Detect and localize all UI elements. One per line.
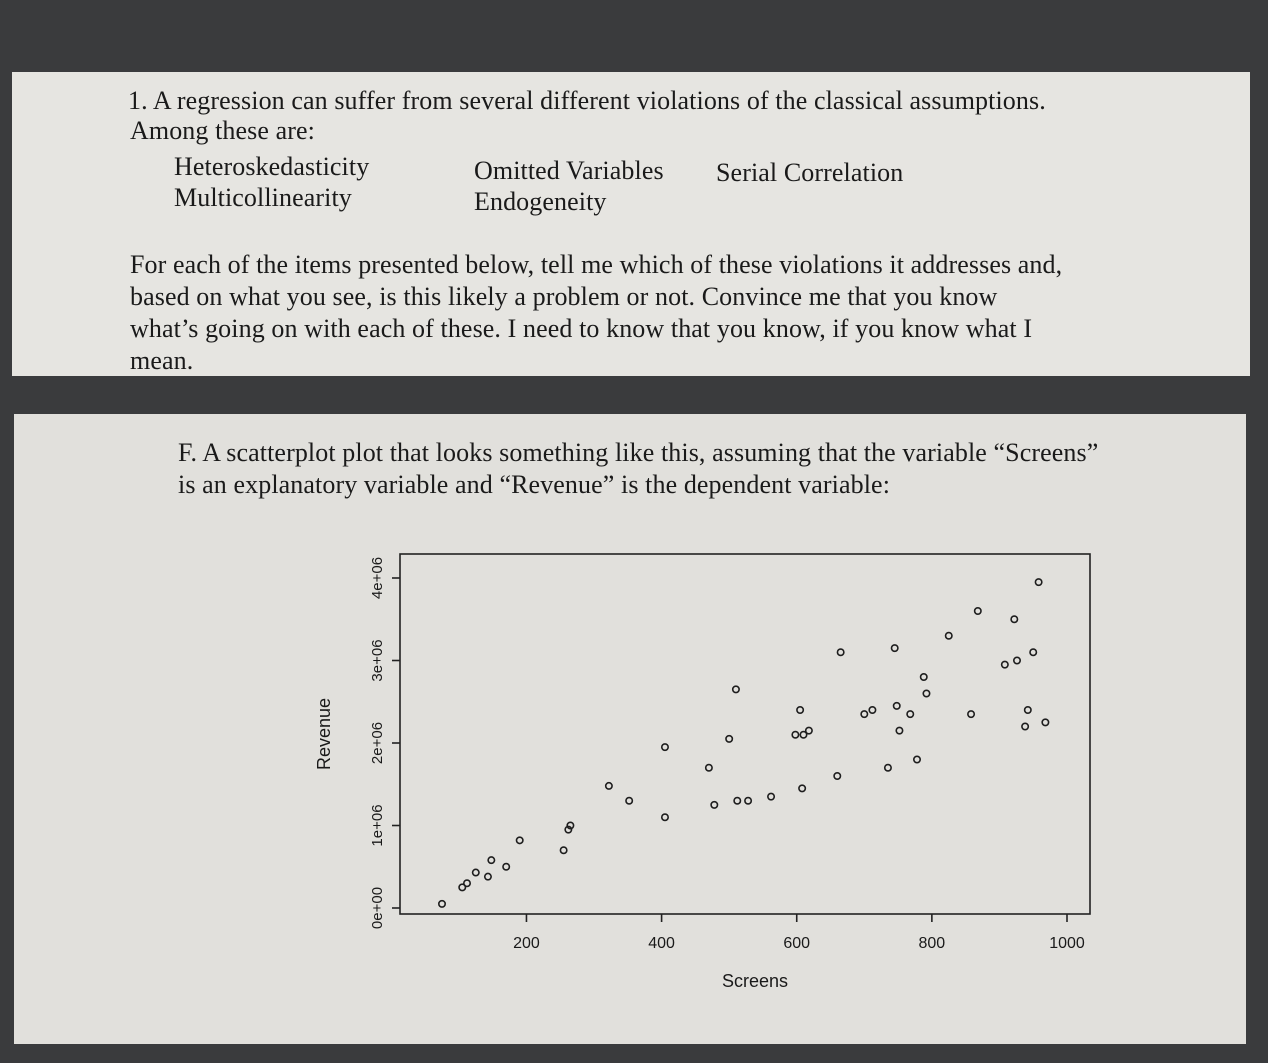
violation-serial-correlation: Serial Correlation — [716, 158, 904, 187]
data-point — [711, 802, 717, 808]
data-point — [892, 645, 898, 651]
data-point — [503, 864, 509, 870]
data-point — [894, 703, 900, 709]
instruction-line-1: For each of the items presented below, tell me which of these violations it addresses and, — [130, 250, 1063, 279]
data-point — [1030, 649, 1036, 655]
data-point — [733, 686, 739, 692]
data-point — [662, 814, 668, 820]
data-point — [726, 736, 732, 742]
data-point — [439, 901, 445, 907]
y-tick-label: 4e+06 — [369, 556, 386, 600]
data-point — [662, 744, 668, 750]
violation-multicollinearity: Multicollinearity — [174, 183, 352, 212]
data-point — [488, 857, 494, 863]
data-point — [914, 756, 920, 762]
x-tick-label: 400 — [648, 935, 675, 952]
question-intro-line-2: Among these are: — [130, 116, 315, 145]
data-point — [907, 711, 913, 717]
data-point — [485, 873, 491, 879]
data-point — [1014, 657, 1020, 663]
question-panel — [12, 72, 1250, 376]
data-point — [768, 793, 774, 799]
data-point — [1025, 707, 1031, 713]
violation-endogeneity: Endogeneity — [474, 187, 607, 216]
data-point — [464, 880, 470, 886]
data-point — [626, 798, 632, 804]
y-tick-label: 3e+06 — [369, 639, 386, 682]
data-point — [1042, 719, 1048, 725]
item-f-panel — [14, 414, 1246, 1044]
plot-frame — [400, 554, 1090, 914]
data-point — [885, 765, 891, 771]
data-point — [968, 711, 974, 717]
data-point — [869, 707, 875, 713]
instruction-line-3: what’s going on with each of these. I need to know that you know, if you know what I — [130, 314, 1033, 343]
data-point — [896, 727, 902, 733]
instruction-line-4: mean. — [130, 346, 194, 375]
data-point — [1002, 661, 1008, 667]
data-point — [923, 690, 929, 696]
scatter-plot — [14, 414, 1246, 1044]
data-point — [806, 727, 812, 733]
data-point — [706, 765, 712, 771]
y-axis-label: Revenue — [314, 697, 334, 771]
x-tick-label: 1000 — [1049, 935, 1085, 952]
x-tick-label: 600 — [783, 935, 811, 952]
data-point — [745, 798, 751, 804]
y-tick-label: 0e+00 — [369, 886, 386, 930]
data-point — [734, 798, 740, 804]
data-point — [1011, 616, 1017, 622]
data-point — [517, 837, 523, 843]
data-point — [946, 633, 952, 639]
data-point — [975, 608, 981, 614]
data-point — [797, 707, 803, 713]
violation-heteroskedasticity: Heteroskedasticity — [174, 152, 370, 181]
data-point — [921, 674, 927, 680]
item-f-line-2: is an explanatory variable and “Revenue” is the dependent variable: — [178, 470, 891, 499]
data-point — [1022, 723, 1028, 729]
data-point — [1035, 579, 1041, 585]
data-point — [799, 785, 805, 791]
x-tick-label: 200 — [513, 935, 540, 952]
data-point — [473, 869, 479, 875]
question-intro-line-1: 1. A regression can suffer from several different violations of the classical assumptions. — [128, 86, 1046, 115]
y-tick-label: 1e+06 — [369, 804, 386, 847]
data-point — [837, 649, 843, 655]
x-axis-label: Screens — [721, 971, 789, 991]
violation-omitted-variables: Omitted Variables — [474, 156, 664, 185]
x-tick-label: 800 — [918, 935, 946, 952]
data-point — [834, 773, 840, 779]
item-f-line-1: F. A scatterplot plot that looks something like this, assuming that the variable “Screens” — [178, 438, 1099, 467]
data-point — [560, 847, 566, 853]
data-point — [861, 711, 867, 717]
instruction-line-2: based on what you see, is this likely a problem or not. Convince me that you know — [130, 282, 998, 311]
data-point — [606, 783, 612, 789]
data-point — [792, 732, 798, 738]
y-tick-label: 2e+06 — [369, 721, 386, 765]
